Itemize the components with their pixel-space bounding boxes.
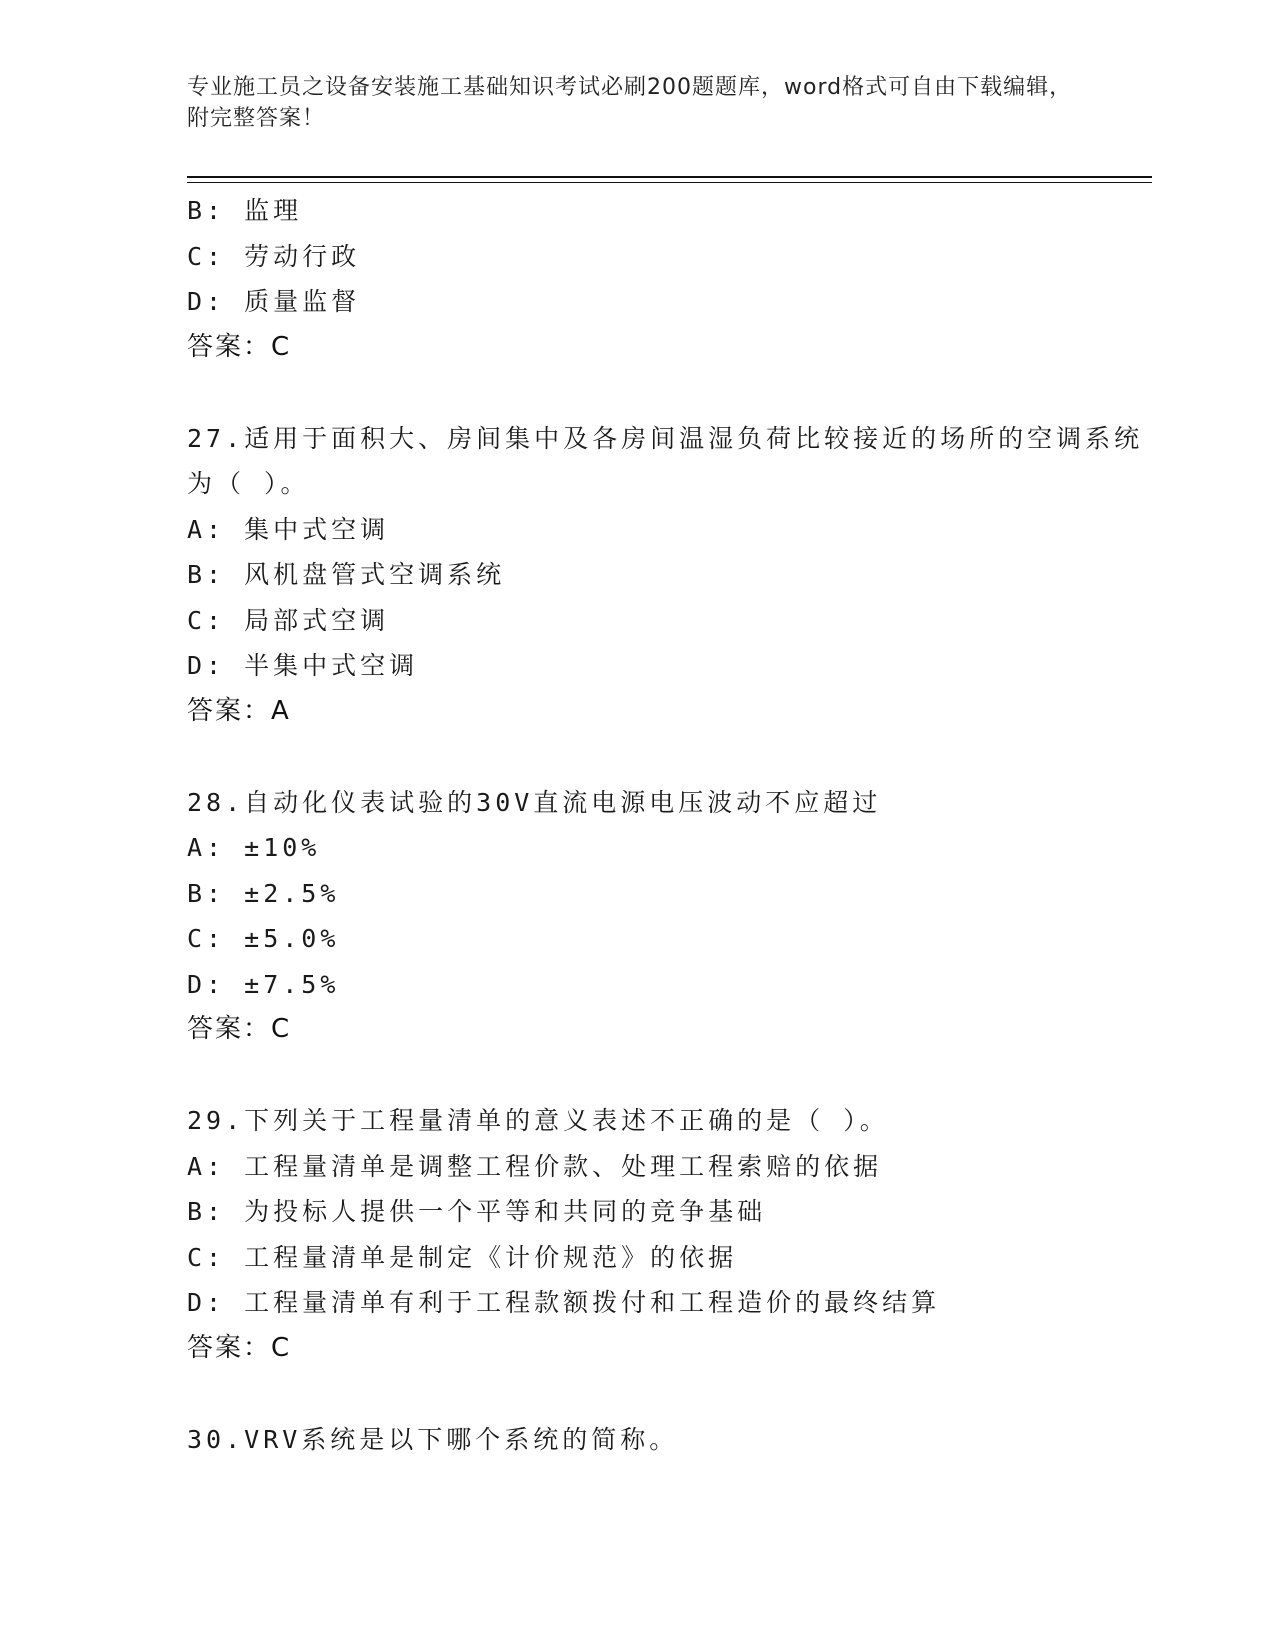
option-d: D: 半集中式空调 (187, 651, 419, 680)
document-header: 专业施工员之设备安装施工基础知识考试必刷200题题库，word格式可自由下载编辑，附完整答案！ (187, 75, 1073, 131)
header-rule-thick (187, 176, 1152, 178)
option-c: C: ±5.0% (187, 924, 340, 953)
spacer (187, 370, 1147, 416)
option-a: A: 集中式空调 (187, 514, 390, 544)
spacer (187, 1053, 1147, 1099)
question-text: 28.自动化仪表试验的30V直流电源电压波动不应超过 (187, 787, 882, 817)
spacer (187, 1371, 1147, 1417)
question-26-tail (187, 188, 1147, 370)
document-body (187, 188, 1147, 1462)
option-c: C: 局部式空调 (187, 605, 390, 635)
option-a: A: 工程量清单是调整工程价款、处理工程索赔的依据 (187, 1151, 883, 1181)
answer-line: 答案：C (187, 331, 292, 362)
question-29 (187, 1098, 1147, 1371)
option-b: B: 监理 (187, 196, 303, 225)
option-b: B: ±2.5% (187, 878, 340, 908)
option-d: D: 质量监督 (187, 287, 361, 316)
option-b: B: 风机盘管式空调系统 (187, 560, 506, 589)
question-text: 30.VRV系统是以下哪个系统的简称。 (187, 1424, 679, 1454)
answer-line: 答案：A (187, 695, 291, 726)
question-28 (187, 780, 1147, 1053)
question-text: 27.适用于面积大、房间集中及各房间温湿负荷比较接近的场所的空调系统为（ ）。 (187, 423, 1144, 498)
option-b: B: 为投标人提供一个平等和共同的竞争基础 (187, 1197, 767, 1226)
option-d: D: 工程量清单有利于工程款额拨付和工程造价的最终结算 (187, 1288, 941, 1317)
answer-line: 答案：C (187, 1014, 292, 1044)
option-c: C: 劳动行政 (187, 241, 361, 271)
answer-line: 答案：C (187, 1332, 292, 1363)
question-text: 29.下列关于工程量清单的意义表述不正确的是（ ）。 (187, 1106, 889, 1135)
spacer (187, 734, 1147, 780)
option-c: C: 工程量清单是制定《计价规范》的依据 (187, 1242, 738, 1272)
option-a: A: ±10% (187, 833, 321, 862)
question-30 (187, 1417, 1147, 1463)
option-d: D: ±7.5% (187, 969, 340, 999)
header-rule-thin (187, 182, 1152, 183)
question-27 (187, 416, 1147, 735)
